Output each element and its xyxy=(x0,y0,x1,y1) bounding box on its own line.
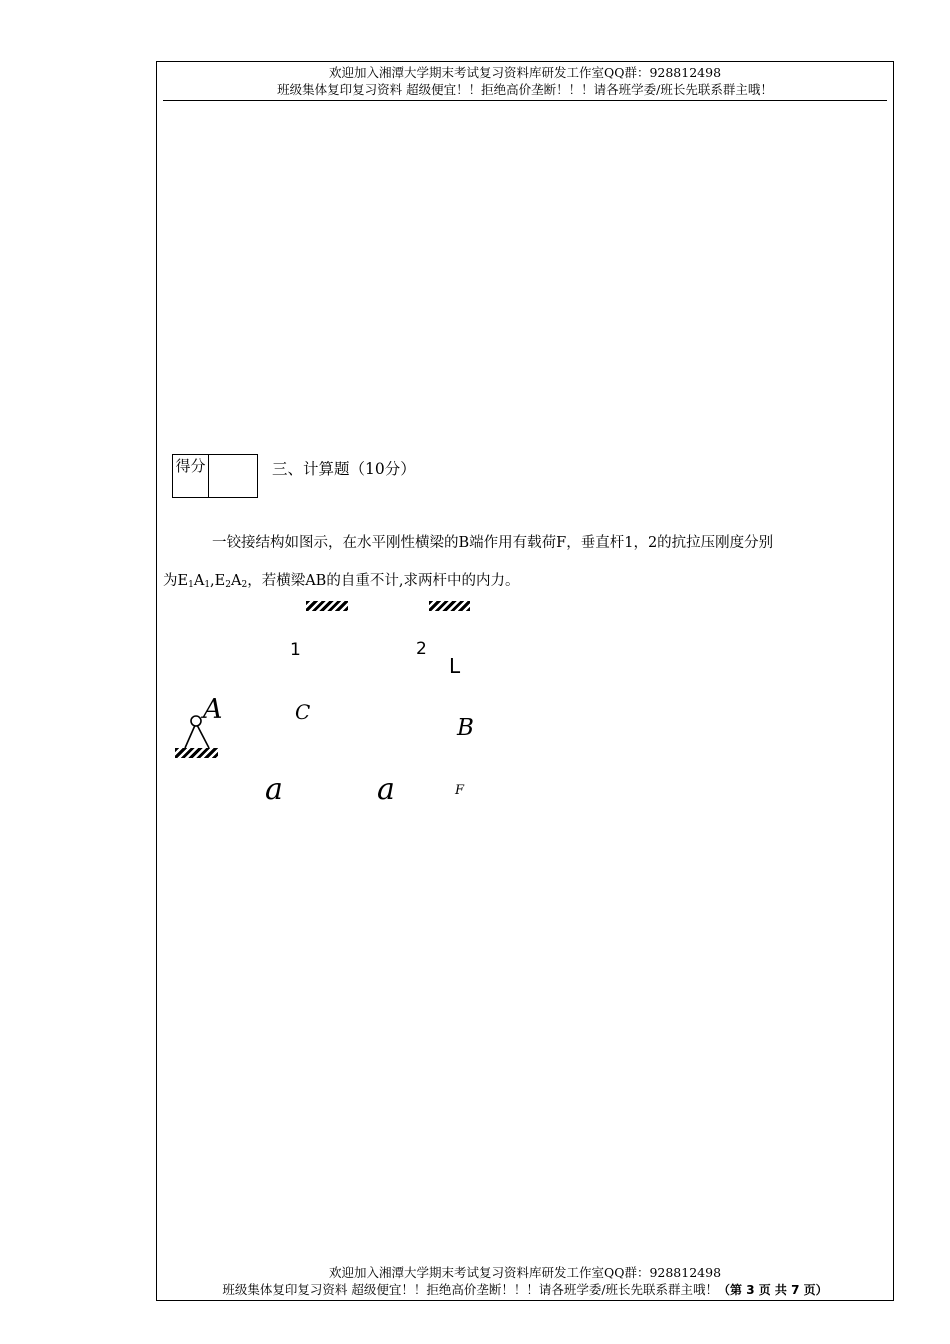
page-number: （第 3 页 共 7 页） xyxy=(718,1283,828,1297)
span-a-label-1: a xyxy=(265,772,283,807)
ground-hatch-rod-2 xyxy=(429,601,470,611)
point-c-label: C xyxy=(295,700,311,724)
score-box xyxy=(172,454,258,498)
footer-notice: 班级集体复印复习资料 超级便宜！！拒绝高价垄断！！！请各班学委/班长先联系群主哦！ xyxy=(222,1282,719,1297)
point-a-label: A xyxy=(203,694,223,725)
score-label: 得分 xyxy=(175,457,206,475)
problem-text-suffix: ，若横梁AB的自重不计,求两杆中的内力。 xyxy=(247,573,520,589)
span-a-label-2: a xyxy=(377,772,395,807)
point-b-label: B xyxy=(457,715,474,741)
header-rule xyxy=(163,100,887,101)
ground-hatch-rod-1 xyxy=(306,601,348,611)
header-line-1: 欢迎加入湘潭大学期末考试复习资料库研发工作室QQ群：928812498 xyxy=(328,65,722,80)
header-line-2: 班级集体复印复习资料 超级便宜！！拒绝高价垄断！！！请各班学委/班长先联系群主哦！ xyxy=(277,82,773,97)
length-label: L xyxy=(449,654,461,678)
load-f-label: F xyxy=(455,783,465,798)
rod-1-label: 1 xyxy=(290,640,301,660)
problem-text-prefix: 为E xyxy=(163,573,189,589)
page-frame xyxy=(156,61,894,1301)
footer-line-2 xyxy=(156,1282,894,1298)
problem-text-line-1: 一铰接结构如图示，在水平刚性横梁的B端作用有载荷F，垂直杆1，2的抗拉压刚度分别 xyxy=(212,535,774,551)
section-title: 三、计算题（10分） xyxy=(272,460,416,478)
problem-text-line-2: 为$E_1A_1,E_2A_2$，若横梁AB的自重不计,求两杆中的内力。 xyxy=(163,573,520,590)
score-divider xyxy=(208,455,209,497)
rod-2-label: 2 xyxy=(416,639,427,659)
footer-line-1: 欢迎加入湘潭大学期末考试复习资料库研发工作室QQ群：928812498 xyxy=(328,1265,722,1280)
